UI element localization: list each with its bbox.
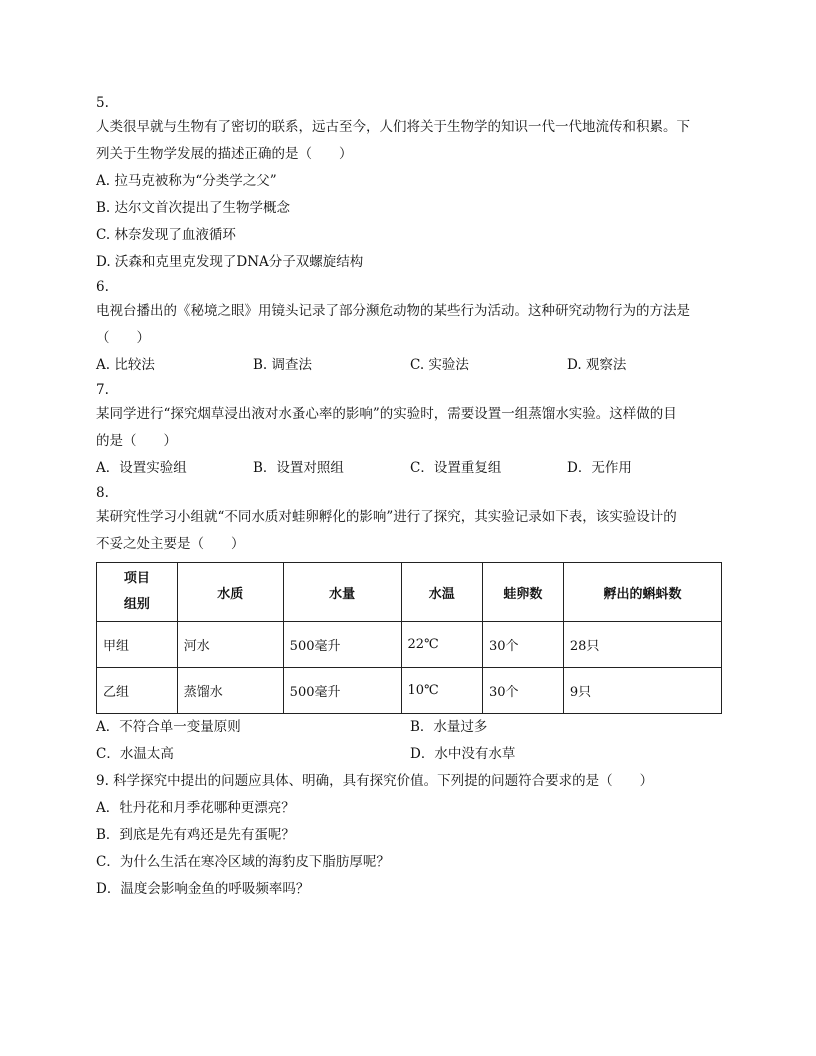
question-stem: 不妥之处主要是（ ） bbox=[96, 536, 245, 552]
option-d: D. 沃森和克里克发现了DNA分子双螺旋结构 bbox=[96, 254, 364, 270]
table-cell: 500毫升 bbox=[283, 668, 401, 714]
table-row bbox=[97, 668, 722, 714]
option-a: A．牡丹花和月季花哪种更漂亮？ bbox=[96, 800, 295, 816]
option-c: C．设置重复组 bbox=[410, 460, 502, 476]
question-stem: 的是（ ） bbox=[96, 433, 177, 449]
table-cell: 30个 bbox=[482, 668, 563, 714]
option-d: D．温度会影响金鱼的呼吸频率吗？ bbox=[96, 881, 310, 897]
table-header-row bbox=[97, 563, 722, 622]
question-7 bbox=[96, 379, 724, 482]
table-cell: 蒸馏水 bbox=[177, 668, 283, 714]
question-stem: 某同学进行“探究烟草浸出液对水蚤心率的影响”的实验时，需要设置一组蒸馏水实验。这样做的目 bbox=[96, 406, 677, 422]
options-row bbox=[96, 352, 724, 379]
question-stem: 人类很早就与生物有了密切的联系，远古至今，人们将关于生物学的知识一代一代地流传和积累。下 bbox=[96, 119, 690, 135]
corner-label-bottom: 组别 bbox=[123, 597, 150, 612]
table-cell: 乙组 bbox=[97, 668, 178, 714]
option-b: B. 调查法 bbox=[253, 357, 313, 373]
question-number: 5. bbox=[96, 95, 109, 111]
table-header-cell: 孵出的蝌蚪数 bbox=[563, 563, 721, 622]
option-a: A. 比较法 bbox=[96, 357, 155, 373]
table-header-cell: 水量 bbox=[283, 563, 401, 622]
option-d: D. 观察法 bbox=[567, 357, 627, 373]
question-list bbox=[96, 92, 724, 903]
question-stem: 列关于生物学发展的描述正确的是（ ） bbox=[96, 146, 353, 162]
table-header-cell: 水温 bbox=[401, 563, 482, 622]
option-a: A. 拉马克被称为“分类学之父” bbox=[96, 173, 277, 189]
option-c: C．水温太高 bbox=[96, 746, 174, 762]
question-5 bbox=[96, 92, 724, 276]
question-number: 6. bbox=[96, 279, 109, 295]
table-cell: 22℃ bbox=[401, 622, 482, 668]
table-header-corner bbox=[97, 563, 178, 622]
option-b: B．到底是先有鸡还是先有蛋呢？ bbox=[96, 827, 295, 843]
option-a: A．设置实验组 bbox=[96, 460, 187, 476]
table-cell: 28只 bbox=[563, 622, 721, 668]
question-stem: 某研究性学习小组就“不同水质对蛙卵孵化的影响”进行了探究，其实验记录如下表，该实验设计的 bbox=[96, 509, 677, 525]
question-stem: （ ） bbox=[96, 330, 150, 346]
question-6 bbox=[96, 276, 724, 379]
option-d: D．无作用 bbox=[567, 460, 632, 476]
option-b: B. 达尔文首次提出了生物学概念 bbox=[96, 200, 291, 216]
corner-label-top: 项目 bbox=[123, 571, 150, 586]
table-cell: 30个 bbox=[482, 622, 563, 668]
table-cell: 10℃ bbox=[401, 668, 482, 714]
option-a: A．不符合单一变量原则 bbox=[96, 719, 241, 735]
question-stem: 9. 科学探究中提出的问题应具体、明确，具有探究价值。下列提的问题符合要求的是（ ） bbox=[96, 773, 654, 789]
option-b: B．设置对照组 bbox=[253, 460, 344, 476]
option-b: B．水量过多 bbox=[410, 719, 488, 735]
table-cell: 500毫升 bbox=[283, 622, 401, 668]
question-9 bbox=[96, 768, 724, 903]
table-row bbox=[97, 622, 722, 668]
table-cell: 甲组 bbox=[97, 622, 178, 668]
option-c: C. 林奈发现了血液循环 bbox=[96, 227, 236, 243]
options-row bbox=[96, 455, 724, 482]
table-cell: 河水 bbox=[177, 622, 283, 668]
option-d: D．水中没有水草 bbox=[410, 746, 516, 762]
question-number: 8. bbox=[96, 485, 109, 501]
options-row bbox=[96, 714, 724, 741]
table-header-cell: 蛙卵数 bbox=[482, 563, 563, 622]
question-stem: 电视台播出的《秘境之眼》用镜头记录了部分濒危动物的某些行为活动。这种研究动物行为的方法是 bbox=[96, 303, 690, 319]
table-cell: 9只 bbox=[563, 668, 721, 714]
question-8 bbox=[96, 482, 724, 768]
options-row bbox=[96, 741, 724, 768]
option-c: C．为什么生活在寒冷区域的海豹皮下脂肪厚呢？ bbox=[96, 854, 390, 870]
question-number: 7. bbox=[96, 382, 109, 398]
table-header-cell: 水质 bbox=[177, 563, 283, 622]
experiment-table bbox=[96, 562, 722, 714]
option-c: C. 实验法 bbox=[410, 357, 469, 373]
